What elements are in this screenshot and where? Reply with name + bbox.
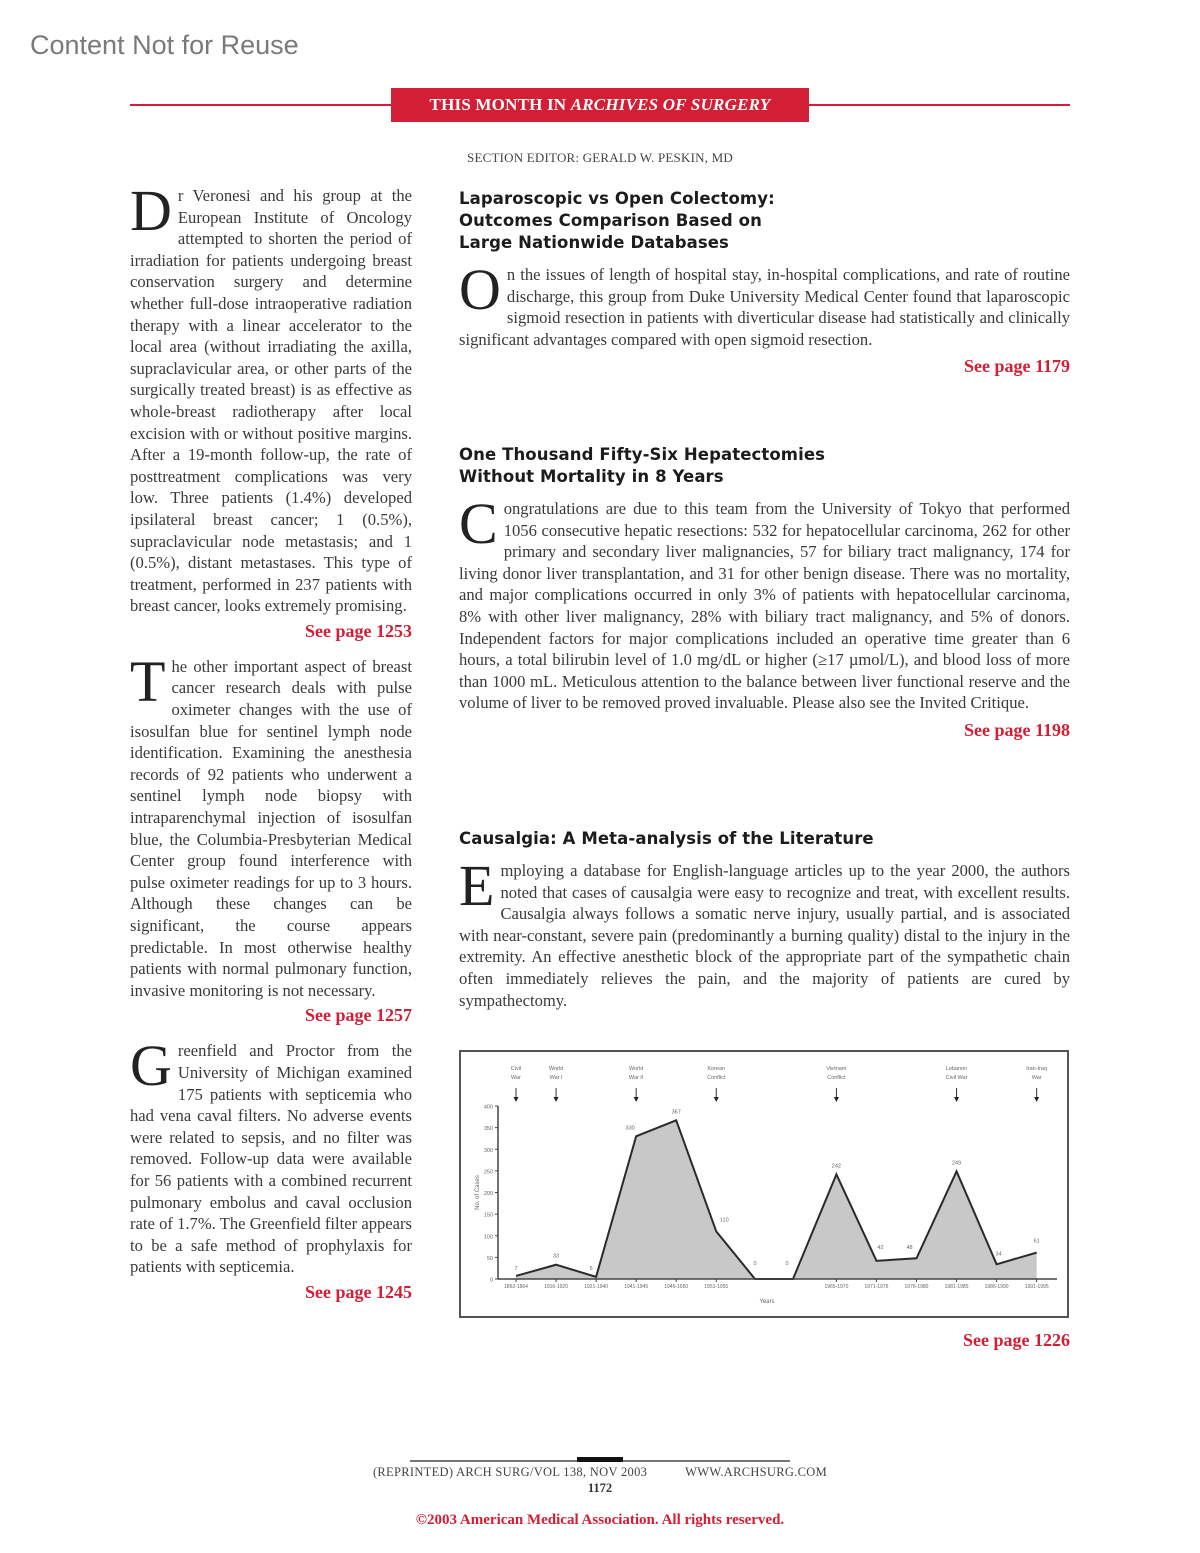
banner-prefix: THIS MONTH IN [429,95,571,114]
article-body [130,178,412,617]
article-body [459,257,1070,350]
x-tick-label: 1862-1864 [504,1284,528,1290]
annotation-arrow-icon [554,1097,559,1102]
y-tick-label: 400 [483,1104,493,1111]
causalgia-chart [459,1050,1069,1318]
article-body [130,1033,412,1278]
drop-cap: G [130,1033,172,1099]
annotation-label: War [511,1075,521,1081]
drop-cap: D [130,178,172,243]
footer [0,1465,1200,1480]
x-tick-label: 1965-1970 [824,1284,849,1290]
article-text: n the issues of length of hospital stay, in-hospital complications, and rate of routine discharge, this group from Duke University Medical Center found that laparoscopic sigmoid resection in patients with diverticular disease had statistically and clinically significant advantages compared with open sigmoid resection. [459,265,1070,349]
see-page-link[interactable]: See page 1198 [964,719,1070,740]
x-tick-label: 1951-1955 [704,1284,729,1290]
data-label: 7 [514,1265,518,1272]
banner-rule-right [808,104,1070,106]
annotation-arrow-icon [1034,1097,1039,1102]
y-axis-label: No. of Cases [475,1175,481,1210]
chart-canvas [461,1052,1067,1316]
data-label: 110 [719,1217,729,1224]
y-tick-label: 300 [483,1147,493,1154]
section-editor: SECTION EDITOR: GERALD W. PESKIN, MD [467,150,733,165]
article-body [459,491,1070,714]
x-tick-label: 1941-1945 [624,1284,649,1290]
article-text: he other important aspect of breast cancer research deals with pulse oximeter changes with the use of isosulfan blue for sentinel lymph node identification. Examining the anesthesia records of 92 patients who underwent a sentinel lymph node biopsy with intraparenchymal injection of isosulfan blue, the Columbia-Presbyterian Medical Center group found interference with pulse oximeter readings for up to 3 hours. Although these changes can be significant, the course appears predictable. In most otherwise healthy patients with normal pulmonary function, invasive monitoring is not necessary. [130,656,412,1000]
article-text: reenfield and Proctor from the University of Michigan examined 175 patients with septicemia who had vena caval filters. No adverse events were related to sepsis, and no filter was removed. Follow-up data were available for 56 patients with a combined recurrent pulmonary embolus and caval occlusion rate of 1.7%. The Greenfield filter appears to be a safe method of prophylaxis for patients with septicemia. [130,1041,412,1277]
article-body [459,853,1070,1011]
y-tick-label: 50 [486,1255,493,1262]
annotation-label: Vietnam [826,1066,847,1072]
data-label: 33 [552,1253,560,1260]
annotation-label: Conflict [707,1075,726,1081]
annotation-label: Iran-Iraq [1026,1066,1048,1072]
y-tick-label: 200 [483,1191,493,1197]
footer-citation: (REPRINTED) ARCH SURG/VOL 138, NOV 2003 [372,1465,648,1479]
see-page-link[interactable]: See page 1226 [963,1330,1070,1350]
see-page-link[interactable]: See page 1257 [305,1005,412,1026]
article-text: ongratulations are due to this team from the University of Tokyo that performed 1056 consecutive hepatic resections: 532 for hepatocellular carcinoma, 262 for other primary and secondary liver malignancies, 57 for biliary tract malignancy, 174 for living donor liver transplantation, and 31 for other benign disease. There was no mortality, and major complications occurred in only 3% of patients with hepatocellular carcinoma, 8% with other liver malignancy, 28% with biliary tract malignancy, and 5% of donors. Independent factors for major complications included an operative time greater than 6 hours, a total bilirubin level of 1.0 mg/dL or higher (≥17 µmol/L), and blood loss of more than 1000 mL. Meticulous attention to the balance between liver functional reserve and the volume of liver to be removed proved invaluable. Please also see the Invited Critique. [459,499,1070,713]
annotation-arrow-icon [714,1097,719,1102]
copyright: ©2003 American Medical Association. All rights reserved. [415,1512,785,1528]
drop-cap: E [459,853,495,918]
data-label: 34 [995,1251,1002,1258]
article-greenfield [130,1033,412,1303]
annotation-label: Korean [707,1066,726,1072]
data-label: 367 [671,1109,681,1116]
article-text: mploying a database for English-language articles up to the year 2000, the authors noted that cases of causalgia were easy to recognize and treat, with excellent results. Causalgia always follows a somatic nerve injury, usually partial, and is associated with near-constant, severe pain (predominantly a burning quality) distal to the injury in the extremity. An effective anesthetic block of the appropriate part of the sympathetic chain often immediately relieves the pain, and the majority of patients are cured by sympathectomy. [459,861,1070,1010]
drop-cap: O [459,257,501,322]
y-tick-label: 100 [483,1234,493,1241]
x-tick-label: 1976-1980 [904,1284,929,1290]
area-fill [516,1120,1037,1279]
article-hepatectomies [459,444,1070,741]
article-text: r Veronesi and his group at the European Institute of Oncology attempted to shorten the period of irradiation for patients undergoing breast conservation surgery and determine whether full-dose intraoperative radiation therapy with a linear accelerator to the local area (without irradiating the axilla, supraclavicular area, or other parts of the surgically treated breast) is as effective as whole-breast radiotherapy after local excision with or without positive margins. After a 19-month follow-up, the rate of posttreatment complications was very low. Three patients (1.4%) developed ipsilateral breast cancer; 1 (0.5%), supraclavicular node metastasis; and 1 (0.5%), distant metastases. This type of treatment, performed in 237 patients with breast cancer, looks extremely promising. [130,186,412,616]
data-label: 48 [906,1245,913,1252]
x-tick-label: 1916-1920 [544,1284,569,1290]
x-tick-label: 1981-1985 [944,1284,969,1290]
data-label: 249 [951,1160,962,1167]
banner-journal: ARCHIVES OF SURGERY [570,95,771,114]
data-label: 330 [625,1125,635,1132]
annotation-label: World [629,1066,644,1072]
banner-rule-left [130,104,392,106]
see-page-link[interactable]: See page 1245 [305,1281,412,1302]
annotation-label: War I [549,1075,563,1081]
x-axis-label: Years [759,1299,775,1305]
annotation-arrow-icon [954,1097,959,1102]
y-tick-label: 250 [483,1169,493,1176]
x-tick-label: 1921-1940 [584,1284,609,1290]
annotation-label: Civil War [945,1075,968,1081]
y-tick-label: 350 [483,1126,493,1133]
see-page-link[interactable]: See page 1179 [964,356,1070,377]
data-label: 61 [1033,1238,1040,1245]
x-tick-label: 1986-1990 [984,1284,1009,1290]
data-label: 5 [589,1265,593,1272]
watermark: Content Not for Reuse [30,30,299,60]
section-banner [391,88,809,122]
left-column [130,178,412,1317]
annotation-label: Civil [510,1066,522,1072]
data-label: 242 [831,1163,841,1170]
x-tick-label: 1991-1995 [1024,1284,1049,1290]
footer-rule-accent [577,1457,623,1462]
article-isosulfan [130,648,412,1027]
data-label: 0 [753,1261,757,1267]
page-number: 1172 [587,1481,613,1495]
article-title: Laparoscopic vs Open Colectomy: Outcomes Comparison Based on Large Nationwide Databases [459,189,775,252]
article-colectomy [459,188,1070,377]
data-label: 42 [877,1244,884,1251]
annotation-arrow-icon [634,1097,639,1102]
annotation-label: World [548,1066,564,1072]
x-tick-label: 1971-1975 [864,1284,889,1290]
annotation-label: War [1031,1075,1042,1081]
article-veronesi [130,178,412,642]
y-tick-label: 150 [483,1212,493,1219]
drop-cap: C [459,491,498,556]
annotation-label: War II [628,1075,644,1081]
x-tick-label: 1946-1950 [664,1284,689,1290]
article-title: Causalgia: A Meta-analysis of the Literature [459,829,874,848]
footer-website[interactable]: WWW.ARCHSURG.COM [685,1465,828,1479]
article-causalgia [459,828,1070,1011]
annotation-arrow-icon [514,1097,519,1102]
y-tick-label: 0 [489,1277,493,1284]
drop-cap: T [130,648,166,714]
annotation-label: Lebanon [945,1066,968,1072]
annotation-arrow-icon [834,1097,839,1102]
data-label: 0 [785,1261,789,1267]
article-title: One Thousand Fifty-Six Hepatectomies Without Mortality in 8 Years [459,445,826,486]
see-page-link[interactable]: See page 1253 [305,620,412,641]
annotation-label: Conflict [827,1075,846,1081]
article-body [130,648,412,1002]
